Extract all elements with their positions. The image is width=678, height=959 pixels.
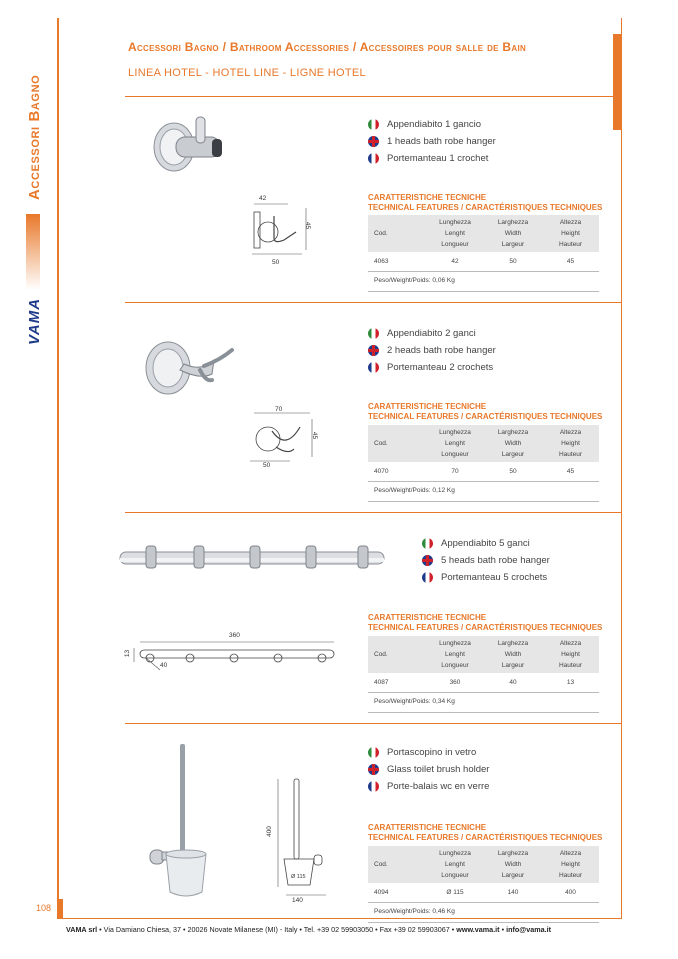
dim-label: 50 [272,259,280,266]
right-header-tab [613,34,622,130]
page-subtitle: LINEA HOTEL - HOTEL LINE - LIGNE HOTEL [128,67,366,79]
footer-company: VAMA srl [66,925,98,934]
dim-label: 70 [275,406,283,413]
table-row: 4094 Ø 115 140 400 [368,883,599,903]
dim-label: 42 [259,195,267,202]
italy-flag-icon [368,328,379,339]
weight: Peso/Weight/Poids: 0,06 Kg [368,272,599,292]
page-title: Accessori Bagno / Bathroom Accessories / Accessoires pour salle de Bain [128,40,527,54]
footer-line [57,918,622,919]
italy-flag-icon [368,747,379,758]
tech-table-4087: Cod. Lunghezza Lenght Longueur Larghezza Width Largeur Altezza Height Hauteur 4087 360 40 13 Peso/Weight/Poids: 0,34 Kg [368,636,599,713]
name-en: Glass toilet brush holder [387,764,490,775]
tech-title: CARATTERISTICHE TECNICHE TECHNICAL FEATURES / CARACTÉRISTIQUES TECHNIQUES [368,193,603,212]
brand-logo: VAMA [26,297,43,345]
weight: Peso/Weight/Poids: 0,12 Kg [368,482,599,502]
footer [66,925,551,934]
section-divider [125,302,622,303]
left-frame-line [57,18,59,918]
tech-table-4094: Cod. Lunghezza Lenght Longueur Larghezza Width Largeur Altezza Height Hauteur 4094 Ø 115 140 400 Peso/Weight/Poids: 0,46 Kg [368,846,599,923]
product-photo-4063 [150,115,230,175]
italy-flag-icon [368,119,379,130]
product-photo-4094 [148,742,218,902]
name-en: 5 heads bath robe hanger [441,555,550,566]
right-frame-line [621,18,622,918]
drawing-4063 [244,194,324,266]
tech-table-4070: Cod. Lunghezza Lenght Longueur Larghezza Width Largeur Altezza Height Hauteur 4070 70 50 45 Peso/Weight/Poids: 0,12 Kg [368,425,599,502]
france-flag-icon [422,572,433,583]
table-row: 4070 70 50 45 [368,462,599,482]
table-row: 4063 42 50 45 [368,252,599,272]
footer-email-link[interactable]: info@vama.it [506,925,552,934]
tech-title: CARATTERISTICHE TECNICHE TECHNICAL FEATURES / CARACTÉRISTIQUES TECHNIQUES [368,823,603,842]
name-it: Appendiabito 5 ganci [441,538,530,549]
name-it: Appendiabito 1 gancio [387,119,482,130]
dim-label: 13 [124,649,132,658]
tech-title: CARATTERISTICHE TECNICHE TECHNICAL FEATURES / CARACTÉRISTIQUES TECHNIQUES [368,402,603,421]
uk-flag-icon [368,136,379,147]
section-divider [125,723,622,724]
uk-flag-icon [368,764,379,775]
name-fr: Portemanteau 1 crochet [387,153,489,164]
france-flag-icon [368,153,379,164]
page-number: 108 [36,903,52,913]
name-en: 2 heads bath robe hanger [387,345,496,356]
sidebar-gradient-bar [26,214,40,290]
tech-table-4063: Cod. Lunghezza Lenght Longueur Larghezza Width Largeur Altezza Height Hauteur 4063 42 50 45 Peso/Weight/Poids: 0,06 Kg [368,215,599,292]
weight: Peso/Weight/Poids: 0,46 Kg [368,903,599,923]
italy-flag-icon [422,538,433,549]
product-names-4094 [368,744,489,795]
uk-flag-icon [368,345,379,356]
product-names-4087 [422,535,550,586]
tech-title: CARATTERISTICHE TECNICHE TECHNICAL FEATURES / CARACTÉRISTIQUES TECHNIQUES [368,613,603,632]
dim-label: 45 [311,431,319,440]
france-flag-icon [368,781,379,792]
uk-flag-icon [422,555,433,566]
product-photo-4070 [140,330,240,400]
table-row: 4087 360 40 13 [368,673,599,693]
weight: Peso/Weight/Poids: 0,34 Kg [368,693,599,713]
footer-separator: • [499,925,507,934]
dim-label: 360 [229,632,240,639]
dim-label: 140 [292,897,303,904]
name-fr: Portemanteau 2 crochets [387,362,494,373]
dim-label: 40 [160,662,168,669]
name-fr: Porte-balais wc en verre [387,781,490,792]
name-it: Portascopino in vetro [387,747,477,758]
footer-website-link[interactable]: www.vama.it [456,925,500,934]
sidebar-title: Accessori Bagno [26,74,43,200]
section-divider [125,512,622,513]
france-flag-icon [368,362,379,373]
product-photo-4087 [118,540,388,580]
footer-address: • Via Damiano Chiesa, 37 • 20026 Novate Milanese (MI) - Italy • Tel. +39 02 59903050 • Fax +39 02 59903067 • [97,925,457,934]
page-tab [57,899,63,918]
dim-label: 45 [304,221,312,230]
name-en: 1 heads bath robe hanger [387,136,496,147]
name-it: Appendiabito 2 ganci [387,328,476,339]
dim-label: 50 [263,462,271,469]
product-names-4070 [368,325,496,376]
product-names-4063 [368,116,496,167]
section-divider [125,96,622,97]
drawing-4094 [270,775,330,905]
dim-label: Ø 115 [291,874,306,880]
name-fr: Portemanteau 5 crochets [441,572,548,583]
dim-label: 400 [265,826,273,837]
